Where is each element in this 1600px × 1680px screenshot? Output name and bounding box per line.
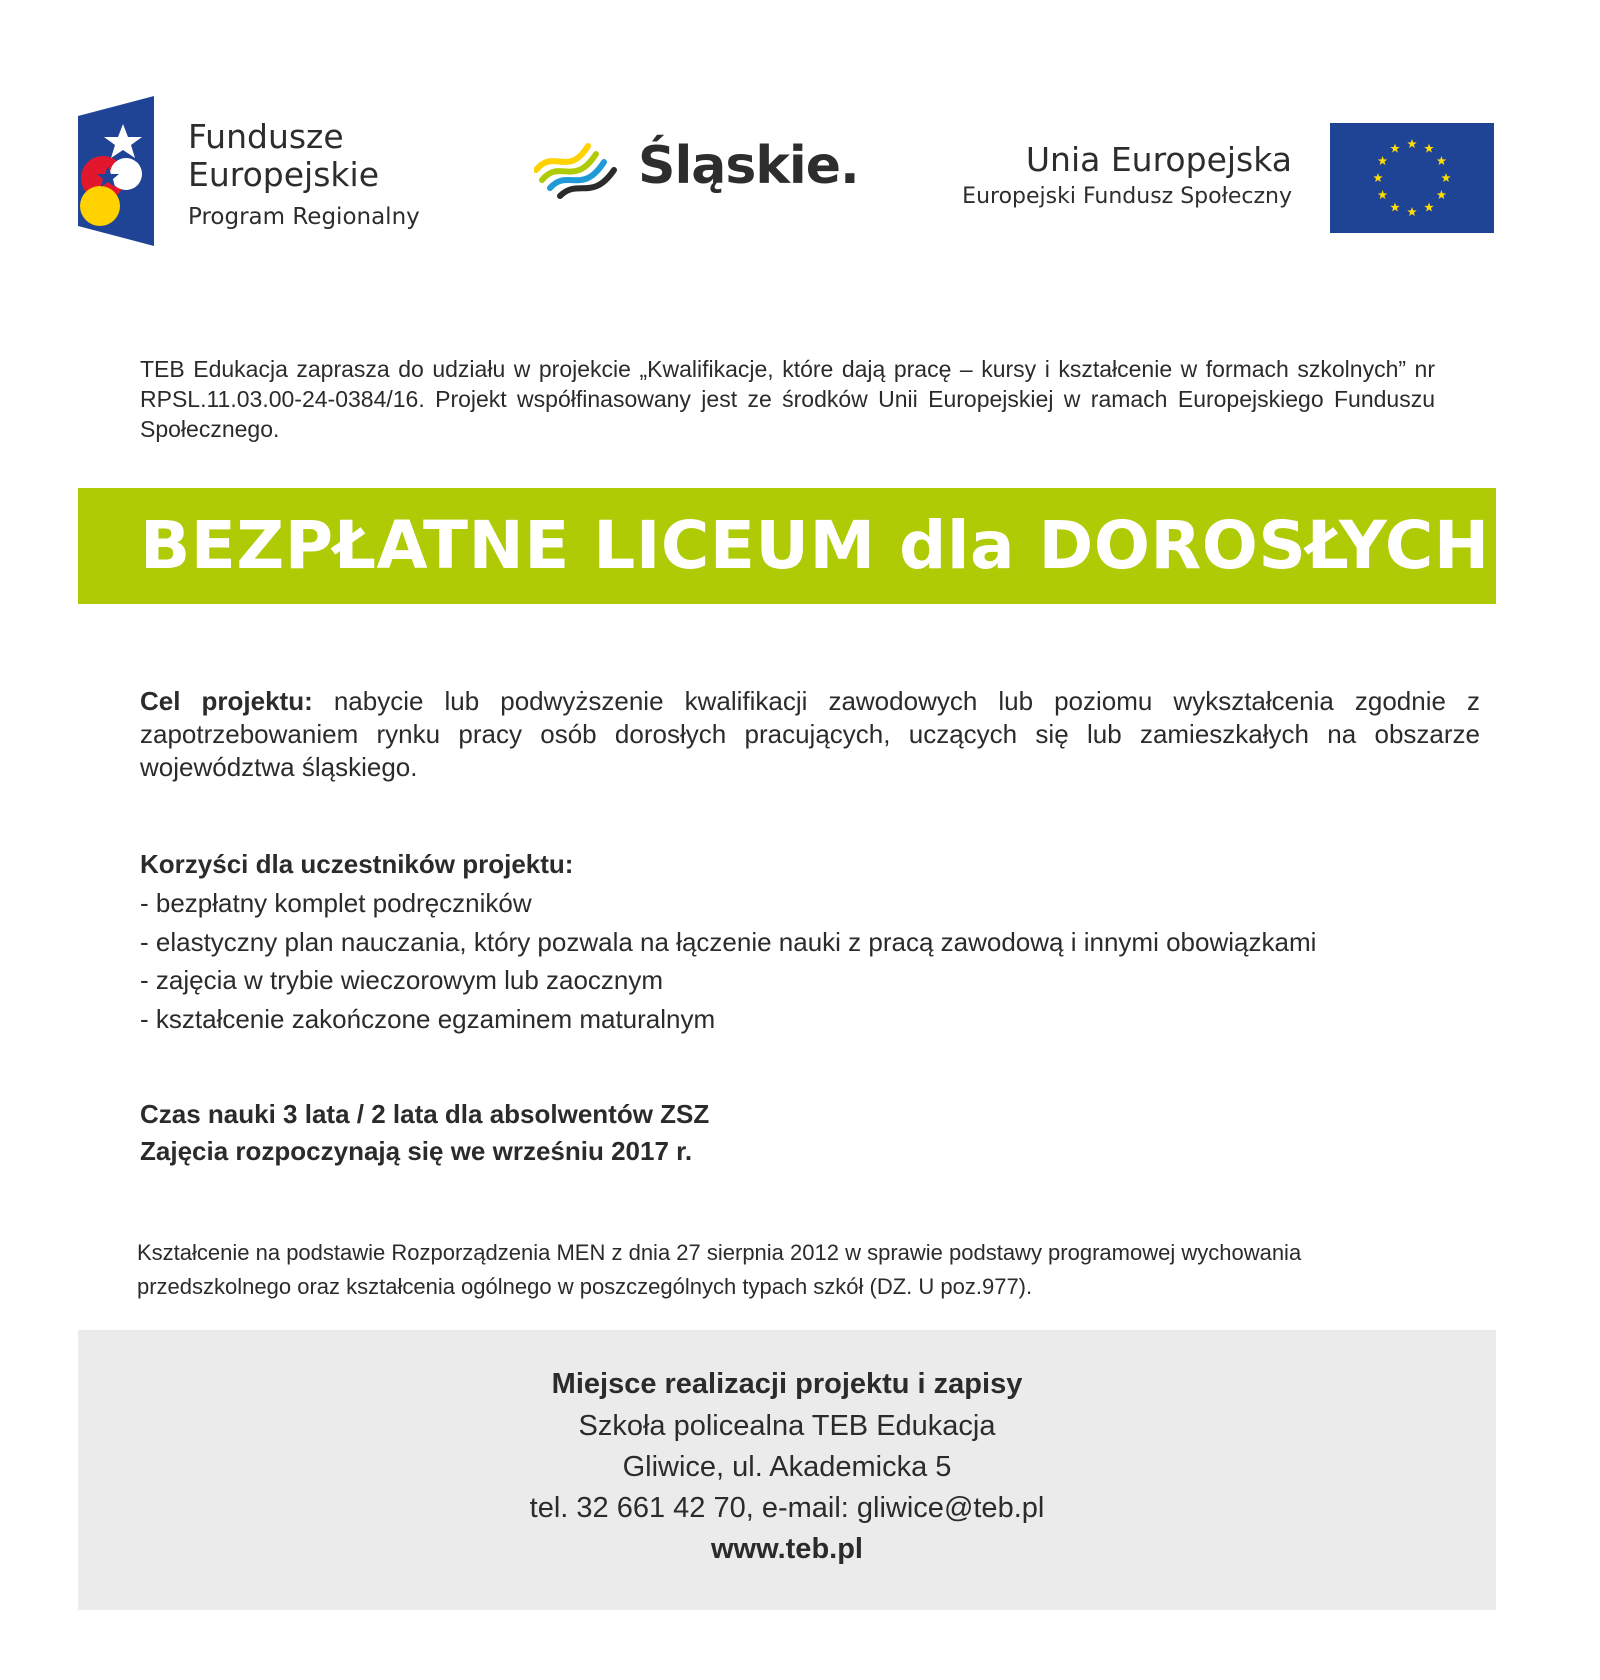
benefits-title: Korzyści dla uczestników projektu: [140,849,574,879]
fe-title-line2: Europejskie [188,155,379,194]
fe-subtitle: Program Regionalny [188,204,420,230]
eu-logo-text [962,140,1292,209]
fe-flag-icon [78,96,154,246]
list-item: - zajęcia w trybie wieczorowym lub zaocznym [140,965,664,995]
list-item: - elastyczny plan nauczania, który pozwala na łączenie nauki z pracą zawodową i innymi obowiązkami [140,926,1317,957]
website-link[interactable]: www.teb.pl [711,1533,863,1565]
school-name: Szkoła policealna TEB Edukacja [578,1410,996,1442]
contact-details[interactable]: tel. 32 661 42 70, e-mail: gliwice@teb.pl [529,1492,1045,1524]
fe-title-line1: Fundusze [188,117,344,156]
slaskie-logo [534,128,859,208]
eu-title: Unia Europejska [1025,140,1292,179]
legal-line: przedszkolnego oraz kształcenia ogólnego w poszczególnych typach szkół (DZ. U poz.977). [137,1274,1033,1299]
intro-paragraph: TEB Edukacja zaprasza do udziału w projekcie „Kwalifikacje, które dają pracę – kursy i kształcenie w formach szkolnych” nr RPSL.11.03.00-24-0384/16. Projekt współfinasowany jest ze środków Unii Europejskiej w ramach Europejskiego Funduszu Społecznego. [140,356,1435,442]
project-goal [140,685,1480,784]
fundusze-europejskie-logo [78,96,448,246]
legal-note [137,1236,1457,1304]
list-item: - bezpłatny komplet podręczników [140,888,532,918]
benefits-section [140,846,1480,1038]
start-date-line: Zajęcia rozpoczynają się we wrześniu 2017 r. [140,1136,693,1166]
eu-subtitle: Europejski Fundusz Społeczny [962,184,1292,209]
slaskie-name: Śląskie. [638,136,859,196]
goal-label: Cel projektu: [140,686,313,716]
legal-line: Kształcenie na podstawie Rozporządzenia MEN z dnia 27 sierpnia 2012 w sprawie podstawy programowej wychowania [137,1240,1302,1265]
title-banner [78,488,1496,604]
banner-title: BEZPŁATNE LICEUM dla DOROSŁYCH [140,507,1490,584]
contact-box [78,1330,1496,1610]
eu-flag-icon [1330,123,1494,233]
benefits-list [140,884,1480,1038]
goal-text: nabycie lub podwyższenie kwalifikacji zawodowych lub poziomu wykształcenia zgodnie z zapotrzebowaniem rynku pracy osób dorosłych pracujących, uczących się lub zamieszkałych na obszarze województwa śląskiego. [140,686,1480,782]
slaskie-waves-icon [534,132,618,202]
list-item: - kształcenie zakończone egzaminem maturalnym [140,1003,716,1034]
duration-line: Czas nauki 3 lata / 2 lata dla absolwentów ZSZ [140,1099,710,1129]
school-address: Gliwice, ul. Akademicka 5 [622,1451,952,1483]
contact-title: Miejsce realizacji projektu i zapisy [551,1368,1023,1400]
duration-section [140,1096,709,1170]
